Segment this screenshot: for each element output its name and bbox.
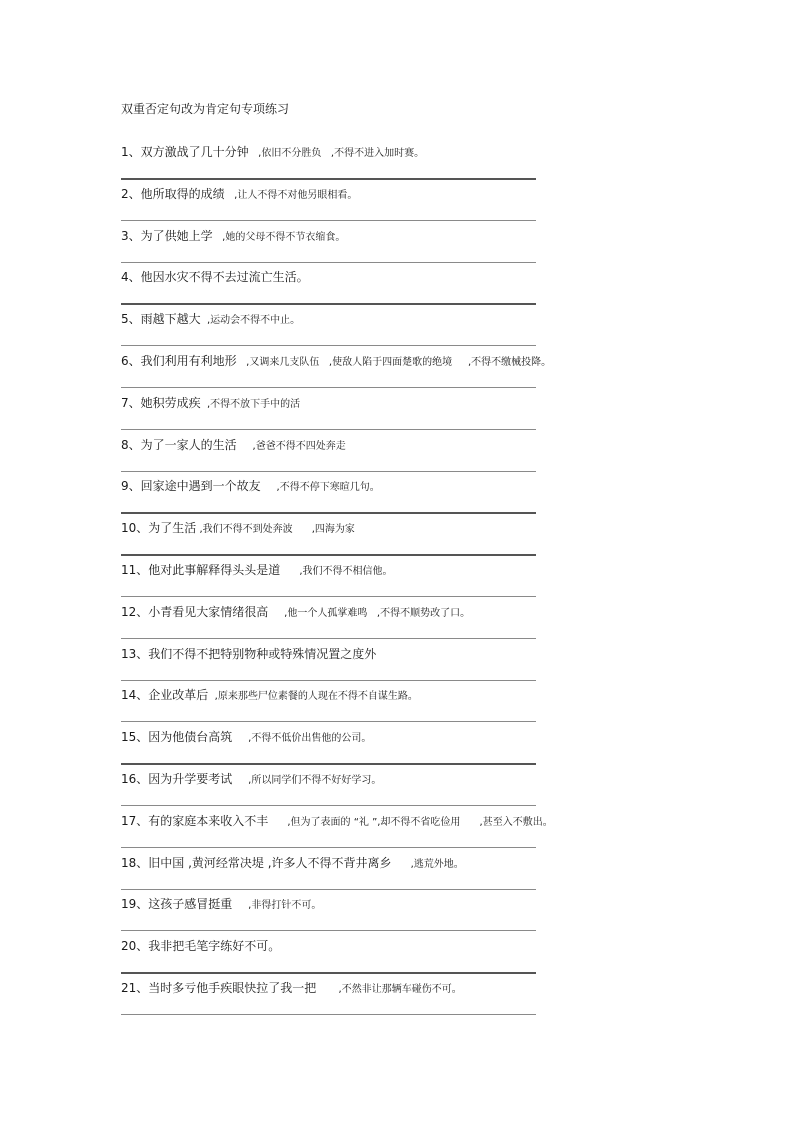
answer-line[interactable]: [121, 721, 536, 722]
exercise-sentence: [121, 686, 418, 706]
document-title: 双重否定句改为肯定句专项练习: [121, 102, 290, 116]
exercise-item: [121, 645, 641, 687]
answer-line[interactable]: [121, 1014, 536, 1015]
sentence-fragment: ,非得打针不可。: [232, 900, 322, 912]
exercise-sentence: [121, 352, 551, 372]
answer-line[interactable]: [121, 972, 536, 974]
sentence-fragment: ,让人不得不对他另眼相看。: [224, 189, 358, 201]
sentence-fragment: 12、小青看见大家情绪很高: [121, 604, 269, 619]
sentence-fragment: 7、她积劳成疾: [121, 395, 201, 410]
exercise-item: [121, 268, 641, 310]
sentence-fragment: 8、为了一家人的生活: [121, 437, 237, 452]
sentence-fragment: ,但为了表面的 “礼 ”,却不得不省吃俭用: [268, 816, 461, 828]
sentence-fragment: ,不得不缴械投降。: [452, 356, 552, 368]
sentence-fragment: 1、双方激战了几十分钟: [121, 145, 249, 159]
sentence-fragment: ,使敌人陷于四面楚歌的绝境: [319, 356, 453, 368]
answer-line[interactable]: [121, 387, 536, 388]
exercise-item: [121, 310, 641, 352]
answer-line[interactable]: [121, 512, 536, 514]
answer-line[interactable]: [121, 262, 536, 263]
sentence-fragment: ,不得不停下寒暄几句。: [260, 482, 380, 494]
answer-line[interactable]: [121, 805, 536, 806]
exercise-sentence: [121, 645, 376, 663]
sentence-fragment: ,她的父母不得不节衣缩食。: [212, 231, 346, 243]
sentence-fragment: ,不得不顺势改了口。: [367, 607, 471, 619]
exercise-sentence: [121, 394, 300, 414]
sentence-fragment: ,依旧不分胜负: [248, 148, 322, 159]
sentence-fragment: 20、我非把毛笔字练好不可。: [121, 939, 281, 954]
sentence-fragment: ,他一个人孤掌难鸣: [268, 607, 368, 619]
exercise-sentence: [121, 143, 424, 163]
sentence-fragment: ,又调来几支队伍: [236, 356, 320, 368]
sentence-fragment: 3、为了供她上学: [121, 228, 213, 243]
sentence-fragment: 11、他对此事解释得头头是道: [121, 562, 281, 577]
exercise-item: [121, 352, 641, 394]
exercise-item: [121, 895, 641, 937]
sentence-fragment: 4、他因水灾不得不去过流亡生活。: [121, 270, 309, 285]
sentence-fragment: 19、这孩子感冒挺重: [121, 897, 233, 912]
exercise-sentence: [121, 854, 464, 874]
sentence-fragment: ,所以同学们不得不好好学习。: [232, 774, 382, 786]
exercise-sentence: [121, 979, 462, 999]
answer-line[interactable]: [121, 178, 536, 180]
sentence-fragment: 14、企业改革后: [121, 688, 209, 703]
answer-line[interactable]: [121, 220, 536, 221]
exercise-sentence: [121, 603, 470, 623]
exercise-sentence: [121, 227, 345, 247]
exercise-item: [121, 770, 641, 812]
sentence-fragment: ,甚至入不敷出。: [460, 816, 553, 828]
answer-line[interactable]: [121, 596, 536, 597]
answer-line[interactable]: [121, 303, 536, 305]
sentence-fragment: ,四海为家: [292, 524, 355, 536]
exercise-sentence: [121, 770, 381, 790]
exercise-item: [121, 477, 641, 519]
exercise-sentence: [121, 185, 357, 205]
exercise-item: [121, 728, 641, 770]
sentence-fragment: 13、我们不得不把特别物种或特殊情况置之度外: [121, 646, 377, 661]
sentence-fragment: 18、旧中国 ,黄河经常决堤 ,许多人不得不背井离乡: [121, 855, 392, 870]
exercise-item: [121, 686, 641, 728]
sentence-fragment: 2、他所取得的成绩: [121, 186, 225, 201]
answer-line[interactable]: [121, 638, 536, 639]
exercise-sentence: [121, 268, 309, 286]
exercise-item: [121, 519, 641, 561]
sentence-fragment: ,运动会不得不中止。: [200, 315, 301, 327]
exercise-item: [121, 561, 641, 603]
sentence-fragment: 10、为了生活: [121, 521, 197, 536]
sentence-fragment: ,爸爸不得不四处奔走: [236, 440, 346, 452]
answer-line[interactable]: [121, 680, 536, 681]
exercise-sentence: [121, 561, 393, 581]
exercise-sentence: [121, 436, 346, 456]
exercise-item: [121, 812, 641, 854]
sentence-fragment: 6、我们利用有利地形: [121, 353, 237, 368]
exercise-sentence: [121, 937, 280, 955]
sentence-fragment: ,逃荒外地。: [391, 858, 464, 870]
answer-line[interactable]: [121, 429, 536, 430]
sentence-fragment: ,我们不得不相信他。: [280, 565, 393, 577]
exercise-item: [121, 937, 641, 979]
exercise-sentence: [121, 895, 321, 915]
answer-line[interactable]: [121, 345, 536, 346]
exercise-sentence: [121, 812, 553, 832]
answer-line[interactable]: [121, 930, 536, 931]
sentence-fragment: ,不得不放下手中的活: [200, 398, 301, 410]
sentence-fragment: 15、因为他债台高筑: [121, 730, 233, 745]
answer-line[interactable]: [121, 554, 536, 556]
exercise-item: [121, 979, 641, 1021]
exercise-item: [121, 854, 641, 896]
exercise-sentence: [121, 519, 355, 539]
exercise-list: [121, 143, 641, 1021]
exercise-sentence: [121, 728, 371, 748]
exercise-item: [121, 436, 641, 478]
sentence-fragment: ,不得不进入加时赛。: [321, 148, 425, 159]
exercise-item: [121, 143, 641, 185]
exercise-item: [121, 394, 641, 436]
sentence-fragment: ,我们不得不到处奔波: [196, 524, 293, 536]
exercise-sentence: [121, 477, 380, 497]
sentence-fragment: 17、有的家庭本来收入不丰: [121, 813, 269, 828]
sentence-fragment: ,不得不低价出售他的公司。: [232, 733, 372, 745]
sentence-fragment: 21、当时多亏他手疾眼快拉了我一把: [121, 980, 317, 995]
exercise-item: [121, 185, 641, 227]
sentence-fragment: 9、回家途中遇到一个故友: [121, 479, 261, 494]
answer-line[interactable]: [121, 847, 536, 848]
exercise-item: [121, 603, 641, 645]
sentence-fragment: ,原来那些尸位素餐的人现在不得不自谋生路。: [208, 691, 418, 703]
exercise-item: [121, 227, 641, 269]
sentence-fragment: 5、雨越下越大: [121, 312, 201, 327]
sentence-fragment: 16、因为升学要考试: [121, 771, 233, 786]
sentence-fragment: ,不然非让那辆车碰伤不可。: [316, 983, 462, 995]
answer-line[interactable]: [121, 889, 536, 890]
answer-line[interactable]: [121, 763, 536, 765]
answer-line[interactable]: [121, 471, 536, 472]
exercise-sentence: [121, 310, 300, 330]
